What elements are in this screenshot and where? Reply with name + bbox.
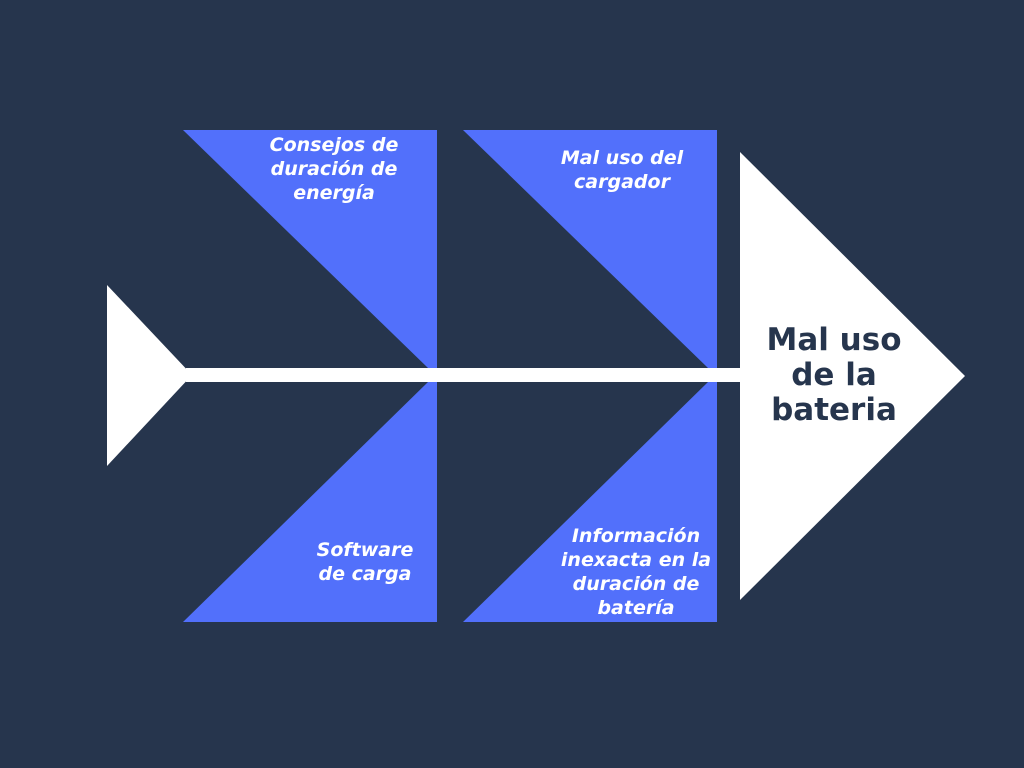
fish-spine xyxy=(186,368,742,382)
effect-label: Mal uso de la bateria xyxy=(766,322,902,428)
cause-label-lower-2: Información inexacta en la duración de batería xyxy=(560,525,712,619)
fish-tail xyxy=(107,285,192,466)
cause-label-upper-1: Consejos de duración de energía xyxy=(269,134,399,204)
bone-lower-1 xyxy=(183,382,437,622)
cause-label-lower-1: Software de carga xyxy=(316,539,414,585)
cause-label-upper-2: Mal uso del cargador xyxy=(560,147,684,193)
